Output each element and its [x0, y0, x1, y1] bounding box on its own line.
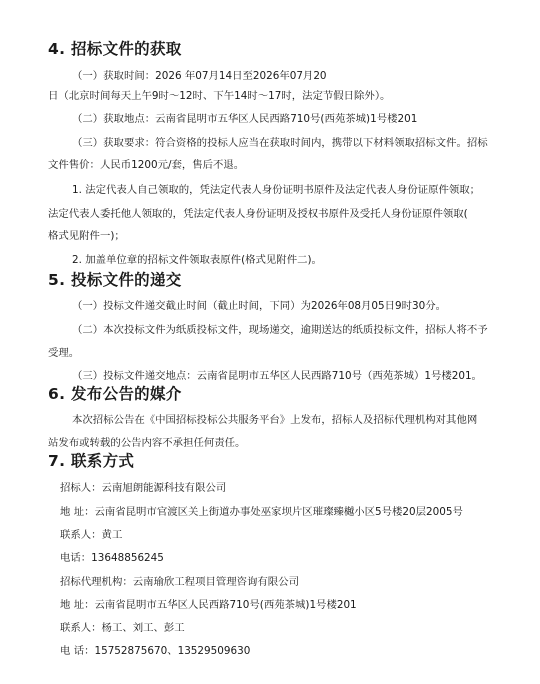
section4-time-line2: 日（北京时间每天上午9时～12时、下午14时～17时，法定节假日除外）。: [48, 90, 391, 102]
section7-heading: 7. 联系方式: [48, 452, 135, 470]
agency-phone: 电 话：15752875670、13529509630: [60, 645, 251, 657]
section4-item1-line3: 格式见附件一)；: [48, 230, 125, 242]
section5-place: （三）投标文件递交地点：云南省昆明市五华区人民西路710号（西苑茶城）1号楼201。: [72, 370, 482, 382]
section6-line1: 本次招标公告在《中国招标投标公共服务平台》上发布，招标人及招标代理机构对其他网: [72, 414, 478, 426]
section4-item2: 2. 加盖单位章的招标文件领取表原件(格式见附件二)。: [72, 254, 322, 266]
section6-heading: 6. 发布公告的媒介: [48, 385, 182, 403]
section4-time-line1: （一）获取时间：2026 年07月14日至2026年07月20: [72, 70, 327, 82]
tenderer-name: 招标人：云南旭朗能源科技有限公司: [60, 482, 227, 494]
section4-place: （二）获取地点：云南省昆明市五华区人民西路710号(西苑茶城)1号楼201: [72, 113, 418, 125]
tenderer-contact: 联系人：黄工: [60, 529, 123, 541]
agency-address: 地 址：云南省昆明市五华区人民西路710号(西苑茶城)1号楼201: [60, 599, 357, 611]
section5-heading: 5. 投标文件的递交: [48, 271, 182, 289]
section4-requirements-line1: （三）获取要求：符合资格的投标人应当在获取时间内，携带以下材料领取招标文件。招标: [72, 137, 488, 149]
section5-deadline: （一）投标文件递交截止时间（截止时间，下同）为2026年08月05日9时30分。: [72, 300, 447, 312]
section4-item1-line2: 法定代表人委托他人领取的，凭法定代表人身份证明及授权书原件及受托人身份证原件领取(: [48, 208, 468, 220]
agency-name: 招标代理机构：云南瑜欣工程项目管理咨询有限公司: [60, 576, 299, 588]
section4-item1-line1: 1. 法定代表人自己领取的，凭法定代表人身份证明书原件及法定代表人身份证原件领取；: [72, 184, 481, 196]
section4-requirements-line2: 文件售价：人民币1200元/套，售后不退。: [48, 159, 245, 171]
tenderer-address: 地 址：云南省昆明市官渡区关上街道办事处巫家坝片区璀璨臻樾小区5号楼20层2005号: [60, 506, 463, 518]
tenderer-phone: 电话：13648856245: [60, 552, 164, 564]
agency-contact: 联系人：杨工、刘工、彭工: [60, 622, 185, 634]
section4-heading: 4. 招标文件的获取: [48, 40, 182, 58]
section5-form-line2: 受理。: [48, 347, 80, 359]
section5-form-line1: （二）本次投标文件为纸质投标文件，现场递交，逾期送达的纸质投标文件，招标人将不予: [72, 324, 488, 336]
section6-line2: 站发布或转载的公告内容不承担任何责任。: [48, 437, 246, 449]
